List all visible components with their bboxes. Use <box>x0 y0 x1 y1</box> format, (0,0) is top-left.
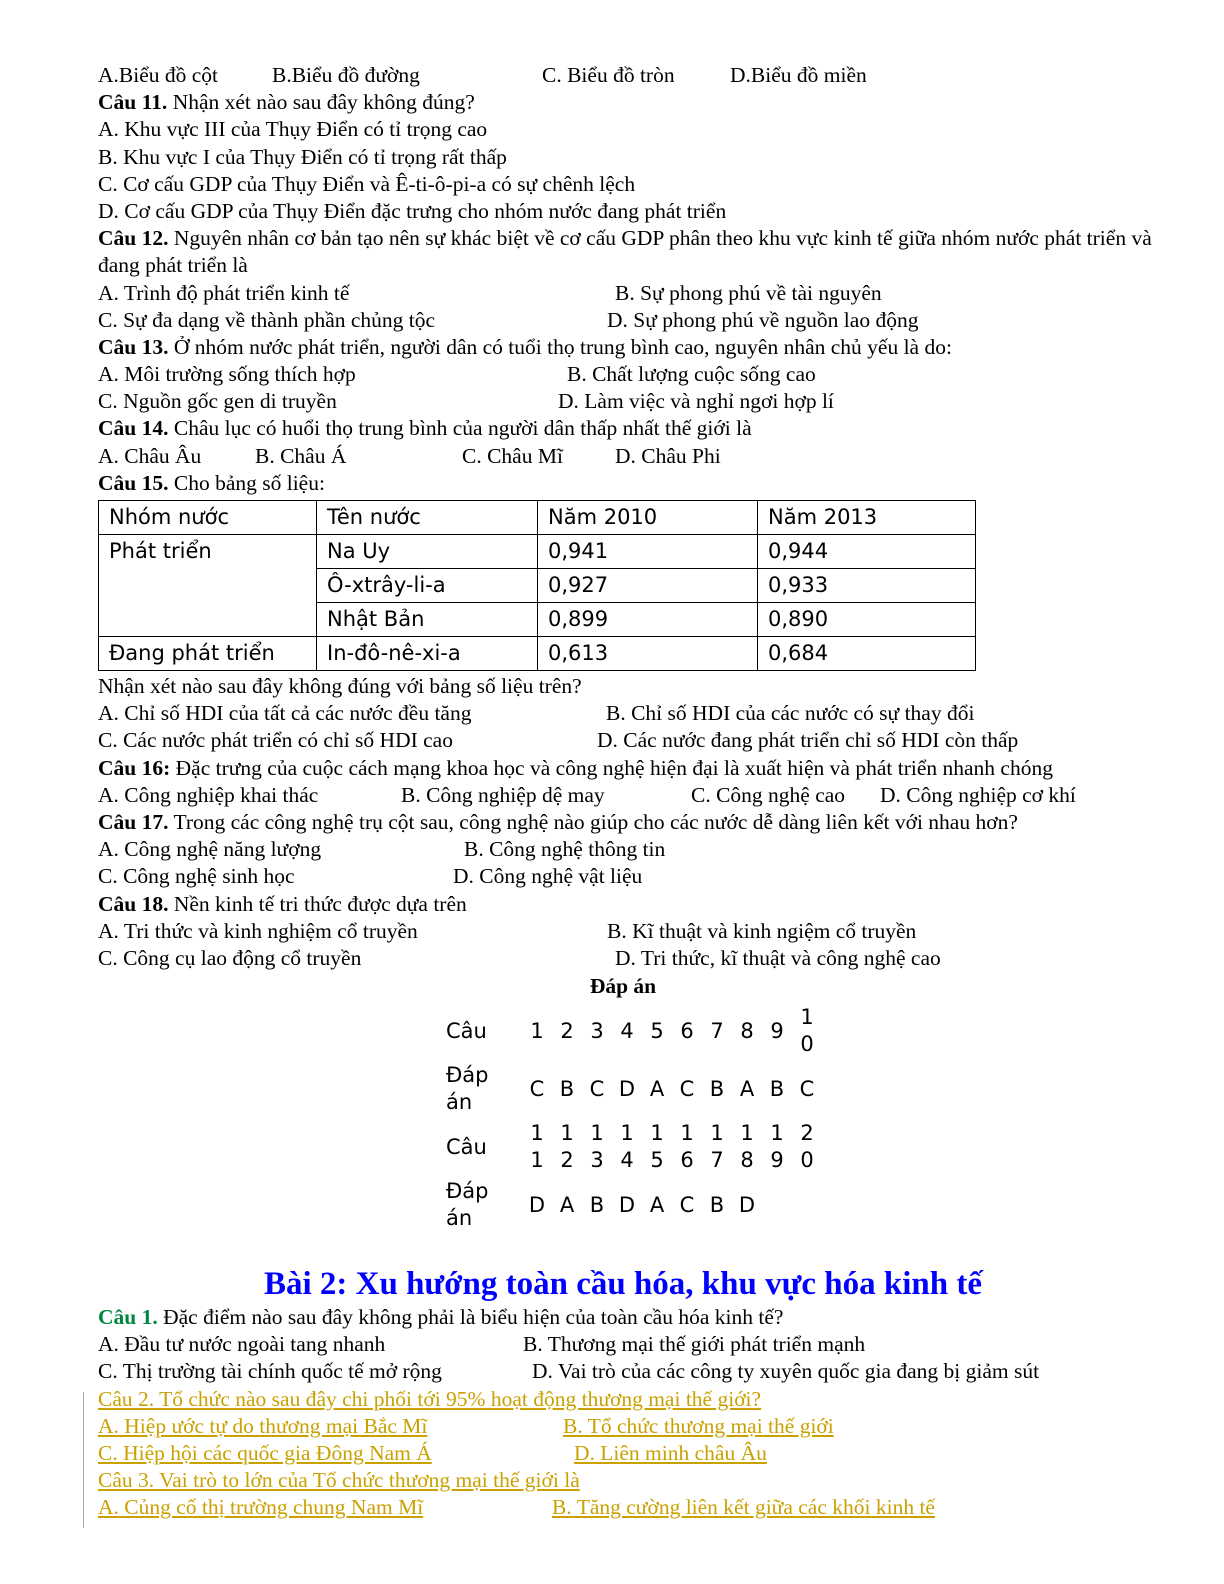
lesson2-title: Bài 2: Xu hướng toàn cầu hóa, khu vực hóa kinh tế <box>263 1266 983 1303</box>
answer-num-bottom: 7 <box>710 1148 724 1173</box>
q15-options-row2 <box>98 727 1178 754</box>
answer-num-top: 1 <box>560 1121 574 1146</box>
q16-options <box>98 782 1178 809</box>
q17-label: Câu 17. <box>98 809 169 834</box>
answer-num <box>702 1118 732 1176</box>
l2-q2-option-c: C. Hiệp hội các quốc gia Đông Nam Á <box>98 1441 432 1466</box>
q18-option-c: C. Công cụ lao động cổ truyền <box>98 945 362 970</box>
q17-options-row2 <box>98 863 1178 890</box>
hdi-header-row <box>99 501 976 535</box>
q15-option-a: A. Chỉ số HDI của tất cả các nước đều tăng <box>98 701 472 726</box>
hdi-value-2010: 0,613 <box>538 637 758 671</box>
q18-option-a: A. Tri thức và kinh nghiệm cổ truyền <box>98 918 418 943</box>
answer-num <box>792 1118 822 1176</box>
q16-option-b: B. Công nghiệp dệ may <box>401 782 605 807</box>
answer-num: 3 <box>590 1018 604 1043</box>
answer-cau-label: Câu <box>446 1018 487 1043</box>
revision-bar <box>83 1392 84 1528</box>
answer-num <box>552 1118 582 1176</box>
q17-option-b: B. Công nghệ thông tin <box>464 837 666 862</box>
l2-q3-stem: Câu 3. Vai trò to lớn của Tổ chức thương mại thế giới là <box>98 1468 580 1493</box>
l2-q2-options-row1 <box>98 1413 1178 1440</box>
q17-text: Trong các công nghệ trụ cột sau, công nghệ nào giúp cho các nước dễ dàng liên kết với nhau hơn? <box>168 809 1018 834</box>
answer-num <box>522 1118 552 1176</box>
hdi-value-2010: 0,941 <box>538 535 758 569</box>
q10-option-d: D.Biểu đồ miền <box>730 63 867 87</box>
answer-table <box>438 1002 822 1234</box>
q18-label: Câu 18. <box>98 891 169 916</box>
answer-num-bottom: 6 <box>680 1148 694 1173</box>
document-page <box>98 62 1178 1522</box>
answer-num-top: 1 <box>650 1121 664 1146</box>
answer-letter: D <box>618 1076 636 1101</box>
l2-q1-option-a: A. Đầu tư nước ngoài tang nhanh <box>98 1332 386 1357</box>
q14-label: Câu 14. <box>98 416 169 441</box>
hdi-value-2010: 0,899 <box>538 603 758 637</box>
answer-num-top: 2 <box>800 1121 814 1146</box>
answer-row-letters-1 <box>438 1060 822 1118</box>
q11-option-d: D. Cơ cấu GDP của Thụy Điển đặc trưng cho nhóm nước đang phát triển <box>98 198 727 223</box>
hdi-country: Ô-xtrây-li-a <box>317 569 538 603</box>
table-row <box>99 535 976 569</box>
answer-num <box>582 1118 612 1176</box>
q15-label: Câu 15. <box>98 470 169 495</box>
q16-text: Đặc trưng của cuộc cách mạng khoa học và công nghệ hiện đại là xuất hiện và phát triển nhanh chóng <box>170 755 1053 780</box>
q14-option-a: A. Châu Âu <box>98 443 202 468</box>
answer-num-bottom: 9 <box>770 1148 784 1173</box>
q16-stem <box>98 755 1178 782</box>
q12-option-d: D. Sự phong phú về nguồn lao động <box>607 307 919 332</box>
answer-num <box>762 1118 792 1176</box>
answer-num <box>612 1118 642 1176</box>
answer-letter: D <box>738 1192 756 1217</box>
answer-letter: A <box>649 1076 665 1101</box>
answer-dap-word: Đáp <box>446 1179 489 1204</box>
answer-num-bottom: 5 <box>650 1148 664 1173</box>
answers-title: Đáp án <box>589 974 657 999</box>
q15-option-d: D. Các nước đang phát triển chỉ số HDI còn thấp <box>597 728 1019 753</box>
answer-num-top: 1 <box>680 1121 694 1146</box>
q12-option-b: B. Sự phong phú về tài nguyên <box>615 280 882 305</box>
q12-label: Câu 12. <box>98 226 169 251</box>
hdi-value-2013: 0,944 <box>758 535 976 569</box>
q15-options-row1 <box>98 700 1178 727</box>
l2-q1-option-d: D. Vai trò của các công ty xuyên quốc gia đang bị giảm sút <box>532 1359 1040 1384</box>
l2-q2-option-a: A. Hiệp ước tự do thương mại Bắc Mĩ <box>98 1413 428 1438</box>
l2-q1-label: Câu 1. <box>98 1305 158 1330</box>
hdi-header-2013: Năm 2013 <box>758 501 976 535</box>
table-row <box>99 637 976 671</box>
answer-num-10 <box>792 1002 822 1060</box>
answer-num-bottom: 2 <box>560 1148 574 1173</box>
answer-letter: C <box>529 1076 545 1101</box>
hdi-value-2013: 0,933 <box>758 569 976 603</box>
answer-letter: D <box>528 1192 546 1217</box>
answer-empty <box>762 1176 792 1234</box>
q15-stem <box>98 470 1178 497</box>
q12-option-c: C. Sự đa dạng về thành phần chủng tộc <box>98 307 436 332</box>
q10-option-a: A.Biểu đồ cột <box>98 63 219 87</box>
q18-text: Nền kinh tế tri thức được dựa trên <box>168 891 467 916</box>
answer-num: 5 <box>650 1018 664 1043</box>
answer-letter: A <box>649 1192 665 1217</box>
l2-q2-stem: Câu 2. Tổ chức nào sau đây chi phối tới 95% hoạt động thương mại thế giới? <box>98 1386 762 1411</box>
q12-options-row2 <box>98 307 1178 334</box>
q15-option-b: B. Chỉ số HDI của các nước có sự thay đổi <box>606 701 975 726</box>
answer-letter: B <box>709 1192 725 1217</box>
q14-stem <box>98 415 1178 442</box>
answer-letter: B <box>589 1192 605 1217</box>
answer-cau-label: Câu <box>446 1134 487 1159</box>
answer-letter: A <box>739 1076 755 1101</box>
answer-num: 2 <box>560 1018 574 1043</box>
q11-text: Nhận xét nào sau đây không đúng? <box>167 90 475 115</box>
answer-num: 1 <box>530 1018 544 1043</box>
answer-num: 9 <box>770 1018 784 1043</box>
q18-options-row1 <box>98 918 1178 945</box>
q10-options <box>98 62 1178 89</box>
q15-option-c: C. Các nước phát triển có chỉ số HDI cao <box>98 728 453 753</box>
q17-option-a: A. Công nghệ năng lượng <box>98 837 322 862</box>
q12-text: Nguyên nhân cơ bản tạo nên sự khác biệt về cơ cấu GDP phân theo khu vực kinh tế giữa nhóm nước phát triển và đang phát triển là <box>98 226 1152 278</box>
q10-option-b: B.Biểu đồ đường <box>272 63 420 87</box>
q16-label: Câu 16: <box>98 755 171 780</box>
q11-option-b: B. Khu vực I của Thụy Điển có tỉ trọng rất thấp <box>98 144 507 169</box>
answer-num-top: 1 <box>620 1121 634 1146</box>
hdi-value-2013: 0,890 <box>758 603 976 637</box>
q14-option-c: C. Châu Mĩ <box>462 443 563 468</box>
q12-option-a: A. Trình độ phát triển kinh tế <box>98 280 350 305</box>
answer-an-word: án <box>446 1206 473 1231</box>
hdi-table <box>98 500 976 671</box>
answer-num-top: 1 <box>710 1121 724 1146</box>
l2-q3-options-row1 <box>98 1494 1178 1521</box>
q12-options-row1 <box>98 280 1178 307</box>
q18-stem <box>98 891 1178 918</box>
answer-dap-label <box>438 1176 522 1234</box>
q13-options-row2 <box>98 388 1178 415</box>
q14-option-d: D. Châu Phi <box>615 443 721 468</box>
answer-letter: C <box>799 1076 815 1101</box>
hdi-country: Na Uy <box>317 535 538 569</box>
l2-q1-option-c: C. Thị trường tài chính quốc tế mở rộng <box>98 1359 442 1384</box>
answer-num-bottom: 1 <box>530 1148 544 1173</box>
answer-letter: C <box>679 1192 695 1217</box>
hdi-group-developed: Phát triển <box>99 535 317 637</box>
q11-option-c: C. Cơ cấu GDP của Thụy Điển và Ê-ti-ô-pi-a có sự chênh lệch <box>98 171 636 196</box>
q13-label: Câu 13. <box>98 334 169 359</box>
q15-question: Nhận xét nào sau đây không đúng với bảng số liệu trên? <box>98 674 582 699</box>
hdi-value-2013: 0,684 <box>758 637 976 671</box>
q10-option-c: C. Biểu đồ tròn <box>542 63 675 87</box>
q16-option-a: A. Công nghiệp khai thác <box>98 782 319 807</box>
answer-letter: B <box>709 1076 725 1101</box>
l2-q2-option-d: D. Liên minh châu Âu <box>574 1441 767 1466</box>
l2-q2-option-b: B. Tổ chức thương mại thế giới <box>563 1413 834 1438</box>
q12-stem <box>98 225 1158 279</box>
answer-num: 8 <box>740 1018 754 1043</box>
l2-q1-stem <box>98 1304 1178 1331</box>
q17-option-c: C. Công nghệ sinh học <box>98 864 295 889</box>
answer-empty <box>792 1176 822 1234</box>
q11-label: Câu 11. <box>98 90 168 115</box>
l2-q3-option-b: B. Tăng cường liên kết giữa các khối kinh tế <box>552 1495 935 1520</box>
q13-option-a: A. Môi trường sống thích hợp <box>98 362 356 387</box>
answer-num-top: 1 <box>530 1121 544 1146</box>
hdi-header-country: Tên nước <box>317 501 538 535</box>
l2-q1-option-b: B. Thương mại thế giới phát triển mạnh <box>523 1332 866 1357</box>
q13-option-b: B. Chất lượng cuộc sống cao <box>567 362 816 387</box>
q16-option-d: D. Công nghiệp cơ khí <box>880 782 1076 807</box>
answer-num-bottom: 4 <box>620 1148 634 1173</box>
q13-option-c: C. Nguồn gốc gen di truyền <box>98 389 337 414</box>
answer-num: 7 <box>710 1018 724 1043</box>
answer-num <box>642 1118 672 1176</box>
answer-num-bottom: 3 <box>590 1148 604 1173</box>
hdi-header-group: Nhóm nước <box>99 501 317 535</box>
answer-num-bottom: 0 <box>800 1148 814 1173</box>
q13-stem <box>98 334 1178 361</box>
q17-option-d: D. Công nghệ vật liệu <box>453 864 643 889</box>
answer-num-bottom: 8 <box>740 1148 754 1173</box>
q13-options-row1 <box>98 361 1178 388</box>
answer-num-top: 1 <box>590 1121 604 1146</box>
l2-q1-options-row1 <box>98 1331 1178 1358</box>
q17-options-row1 <box>98 836 1178 863</box>
answer-row-numbers-2 <box>438 1118 822 1176</box>
hdi-group-developing: Đang phát triển <box>99 637 317 671</box>
answer-num-top: 1 <box>770 1121 784 1146</box>
q14-text: Châu lục có huổi thọ trung bình của người dân thấp nhất thế giới là <box>168 416 752 441</box>
answer-row-letters-2 <box>438 1176 822 1234</box>
q14-option-b: B. Châu Á <box>255 443 347 468</box>
answer-an-word: án <box>446 1090 473 1115</box>
l2-q3-option-a: A. Củng cố thị trường chung Nam Mĩ <box>98 1495 424 1520</box>
hdi-country: In-đô-nê-xi-a <box>317 637 538 671</box>
answer-num: 4 <box>620 1018 634 1043</box>
q16-option-c: C. Công nghệ cao <box>691 782 846 807</box>
answer-letter: C <box>589 1076 605 1101</box>
q17-stem <box>98 809 1178 836</box>
q18-option-d: D. Tri thức, kĩ thuật và công nghệ cao <box>615 945 941 970</box>
answer-letter: B <box>769 1076 785 1101</box>
q18-options-row2 <box>98 945 1178 972</box>
q14-options <box>98 443 1178 470</box>
answer-num-bottom: 0 <box>800 1032 814 1057</box>
answer-num <box>732 1118 762 1176</box>
answer-dap-label <box>438 1060 522 1118</box>
q18-option-b: B. Kĩ thuật và kinh ngiệm cổ truyền <box>607 918 917 943</box>
q13-text: Ở nhóm nước phát triển, người dân có tuổi thọ trung bình cao, nguyên nhân chủ yếu là do: <box>168 334 952 359</box>
answer-num <box>672 1118 702 1176</box>
hdi-header-2010: Năm 2010 <box>538 501 758 535</box>
hdi-value-2010: 0,927 <box>538 569 758 603</box>
answer-num-top: 1 <box>740 1121 754 1146</box>
hdi-country: Nhật Bản <box>317 603 538 637</box>
answer-letter: B <box>559 1076 575 1101</box>
l2-q2-options-row2 <box>98 1440 1178 1467</box>
answer-num-top: 1 <box>800 1005 814 1030</box>
answer-letter: D <box>618 1192 636 1217</box>
answer-num: 6 <box>680 1018 694 1043</box>
q15-text: Cho bảng số liệu: <box>168 470 325 495</box>
answer-row-numbers-1 <box>438 1002 822 1060</box>
answer-letter: A <box>559 1192 575 1217</box>
answer-letter: C <box>679 1076 695 1101</box>
q13-option-d: D. Làm việc và nghỉ ngơi hợp lí <box>558 389 834 414</box>
l2-q1-text: Đặc điểm nào sau đây không phải là biểu hiện của toàn cầu hóa kinh tế? <box>157 1305 784 1330</box>
q11-option-a: A. Khu vực III của Thụy Điển có tỉ trọng cao <box>98 117 488 142</box>
answer-dap-word: Đáp <box>446 1063 489 1088</box>
q11-stem <box>98 89 1178 116</box>
l2-q1-options-row2 <box>98 1358 1178 1385</box>
